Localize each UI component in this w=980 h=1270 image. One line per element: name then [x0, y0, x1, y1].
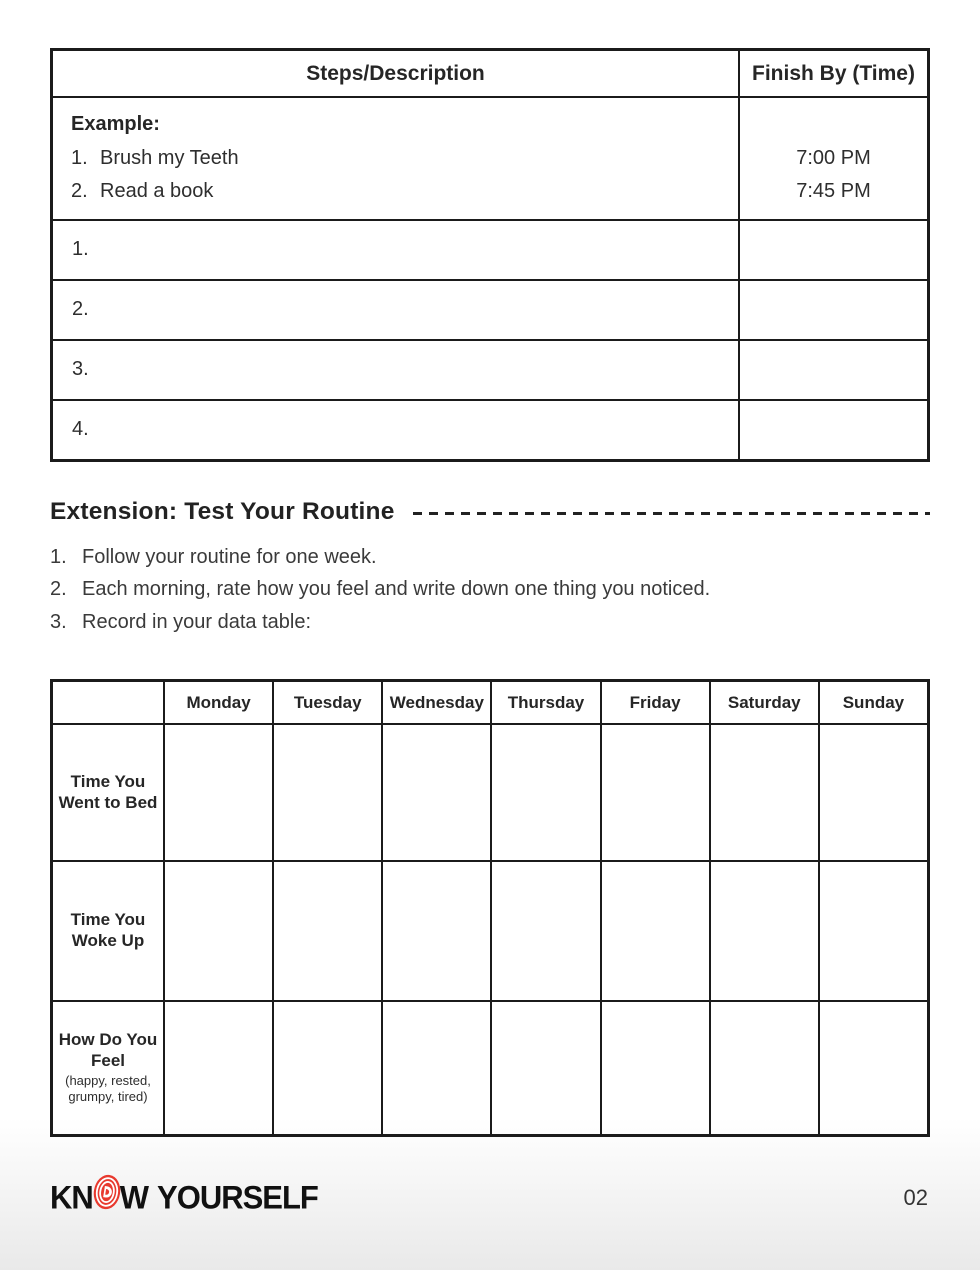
example-time-blank — [740, 108, 927, 142]
data-cell — [709, 862, 818, 1000]
week-data-table — [50, 679, 930, 1137]
time-cell-empty — [738, 401, 927, 459]
data-cell — [163, 862, 272, 1000]
data-cell — [818, 1002, 927, 1134]
page-footer — [50, 1175, 930, 1221]
finish-by-header: Finish By (Time) — [738, 51, 927, 96]
row-label-note: (happy, rested, grumpy, tired) — [65, 1073, 151, 1105]
day-header-saturday: Saturday — [709, 682, 818, 723]
day-header-tuesday: Tuesday — [272, 682, 381, 723]
fingerprint-icon — [92, 1173, 122, 1219]
day-header-friday: Friday — [600, 682, 709, 723]
week-table-header-row — [53, 682, 927, 723]
example-item-text: Read a book — [100, 180, 214, 202]
day-header-wednesday: Wednesday — [381, 682, 490, 723]
instruction-item — [50, 606, 930, 639]
instruction-text: Record in your data table: — [82, 610, 312, 633]
example-item-number: 2. — [71, 180, 88, 202]
data-cell — [709, 1002, 818, 1134]
row-label-text: Time You Went to Bed — [58, 771, 158, 812]
example-time: 7:45 PM — [796, 180, 871, 202]
data-cell — [490, 1002, 599, 1134]
data-cell — [272, 725, 381, 860]
day-header-sunday: Sunday — [818, 682, 927, 723]
step-number: 4. — [72, 418, 89, 440]
week-row-bedtime — [53, 723, 927, 860]
data-cell — [600, 862, 709, 1000]
row-label-text: How Do You Feel — [58, 1030, 158, 1071]
instruction-text: Follow your routine for one week. — [82, 545, 377, 568]
extension-instructions — [50, 541, 930, 639]
example-item — [71, 175, 738, 209]
example-time: 7:00 PM — [796, 146, 871, 169]
example-row — [53, 96, 927, 219]
day-header-monday: Monday — [163, 682, 272, 723]
week-row-wakeup — [53, 860, 927, 1000]
logo-text-yourself: YOURSELF — [157, 1179, 318, 1216]
data-cell — [163, 1002, 272, 1134]
time-cell-empty — [738, 221, 927, 279]
example-item-number: 1. — [71, 146, 88, 169]
logo-text-w: W — [119, 1179, 149, 1216]
data-cell — [709, 725, 818, 860]
routine-row-3 — [53, 339, 927, 399]
instruction-text: Each morning, rate how you feel and write down one thing you noticed. — [82, 578, 711, 600]
data-cell — [490, 725, 599, 860]
example-times-cell — [738, 98, 927, 219]
data-cell — [490, 862, 599, 1000]
instruction-number: 3. — [50, 610, 67, 633]
week-row-feeling — [53, 1000, 927, 1134]
instruction-number: 2. — [50, 578, 67, 600]
know-yourself-logo — [50, 1175, 318, 1221]
routine-table — [50, 48, 930, 462]
steps-description-header: Steps/Description — [306, 61, 485, 85]
data-cell — [381, 862, 490, 1000]
time-cell-empty — [738, 281, 927, 339]
routine-row-4 — [53, 399, 927, 459]
step-number: 3. — [72, 358, 89, 380]
extension-heading-row — [50, 498, 930, 526]
row-label-wakeup — [53, 862, 163, 1000]
page-number: 02 — [903, 1185, 928, 1210]
example-label: Example: — [71, 113, 160, 135]
row-label-text: Time You Woke Up — [70, 910, 146, 950]
data-cell — [600, 1002, 709, 1134]
instruction-item — [50, 573, 930, 606]
data-cell — [381, 1002, 490, 1134]
row-label-bedtime — [53, 725, 163, 860]
time-cell-empty — [738, 341, 927, 399]
example-item — [71, 142, 738, 176]
step-number: 1. — [72, 238, 89, 260]
corner-cell-empty — [53, 682, 163, 723]
example-item-text: Brush my Teeth — [100, 146, 239, 169]
extension-heading: Extension: Test Your Routine — [50, 497, 395, 525]
instruction-item — [50, 541, 930, 574]
data-cell — [600, 725, 709, 860]
row-label-feeling — [53, 1002, 163, 1134]
dashed-rule — [413, 512, 930, 515]
instruction-number: 1. — [50, 545, 67, 568]
routine-row-1 — [53, 219, 927, 279]
routine-row-2 — [53, 279, 927, 339]
routine-table-header-row — [53, 51, 927, 96]
example-steps-cell — [53, 98, 738, 219]
data-cell — [381, 725, 490, 860]
data-cell — [163, 725, 272, 860]
data-cell — [272, 1002, 381, 1134]
data-cell — [272, 862, 381, 1000]
day-header-thursday: Thursday — [490, 682, 599, 723]
data-cell — [818, 725, 927, 860]
logo-text-kn: KN — [50, 1179, 93, 1216]
data-cell — [818, 862, 927, 1000]
step-number: 2. — [72, 298, 89, 320]
